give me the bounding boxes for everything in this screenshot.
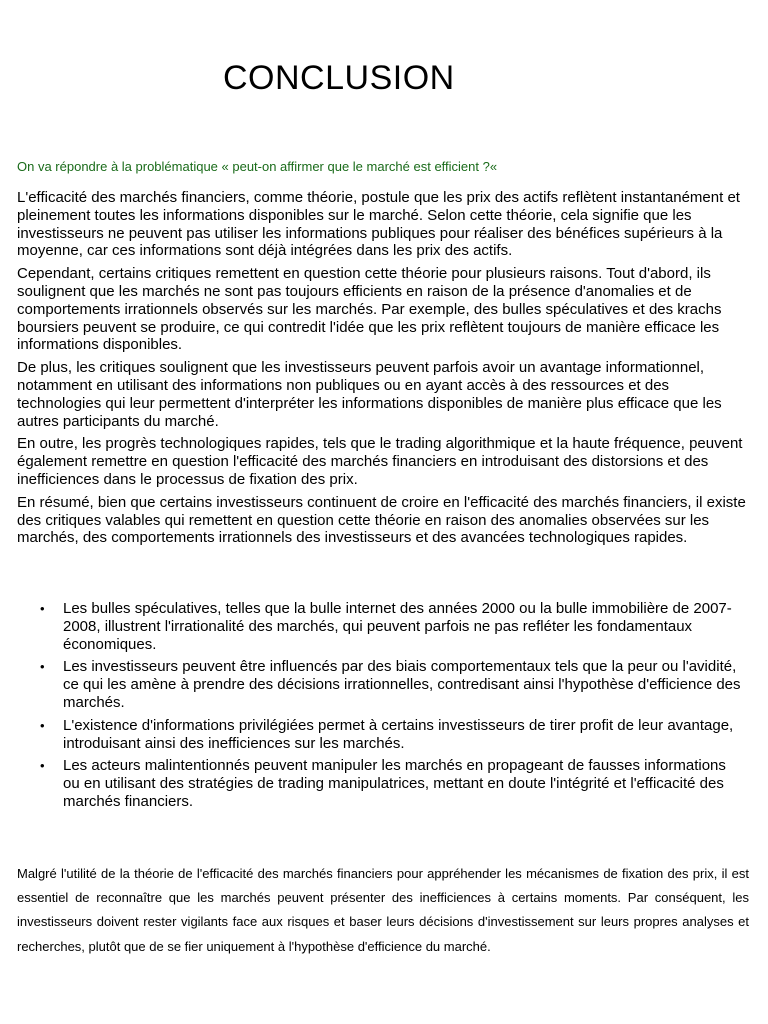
list-item (0, 600, 743, 653)
page-title: CONCLUSION (223, 59, 455, 97)
bullet-icon: • (40, 758, 45, 774)
final-paragraph: Malgré l'utilité de la théorie de l'efficacité des marchés financiers pour appréhender les mécanismes de fixation des prix, il est essentiel de reconnaître que les marchés peuvent présenter des inefficiences à certains moments. Par conséquent, les investisseurs doivent rester vigilants face aux risques et baser leurs décisions d'investissement sur leurs propres analyses et recherches, plutôt que de se fier uniquement à l'hypothèse d'efficience du marché. (17, 866, 749, 954)
bullet-icon: • (40, 601, 45, 616)
list-item-text: Les bulles spéculatives, telles que la bulle internet des années 2000 ou la bulle immobilière de 2007-2008, illustrent l'irrationalité des marchés, qui peuvent parfois ne pas refléter les fondamentaux économiques. (63, 600, 732, 653)
list-item (0, 658, 743, 711)
paragraph: L'efficacité des marchés financiers, comme théorie, postule que les prix des actifs reflètent instantanément et pleinement toutes les informations disponibles sur le marché. Selon cette théorie, cela signifie que les investisseurs ne peuvent pas utiliser les informations publiques pour réaliser des bénéfices supérieurs à la moyenne, car ces informations sont déjà intégrées dans les prix des actifs. (17, 189, 740, 260)
body-text (17, 189, 752, 552)
list-item (0, 757, 743, 810)
paragraph: Cependant, certains critiques remettent en question cette théorie pour plusieurs raisons. Tout d'abord, ils soulignent que les marchés ne sont pas toujours efficients en raison de la présence d'anomalies et de comportements irrationnels observés sur les marchés. Par exemple, des bulles spéculatives et des krachs boursiers peuvent se produire, ce qui contredit l'idée que les prix reflètent toujours de manière efficace les informations disponibles. (17, 265, 722, 354)
paragraph: De plus, les critiques soulignent que les investisseurs peuvent parfois avoir un avantage informationnel, notamment en utilisant des informations non publiques ou en ayant accès à des ressources et des technologies qui leur permettent d'interpréter les informations disponibles de manière plus efficace que les autres participants du marché. (17, 359, 722, 430)
bullet-list (0, 600, 768, 816)
problem-statement: On va répondre à la problématique « peut-on affirmer que le marché est efficient ?« (17, 159, 498, 174)
list-item-text: Les acteurs malintentionnés peuvent manipuler les marchés en propageant de fausses informations ou en utilisant des stratégies de trading manipulatrices, mettant en doute l'intégrité et l'efficacité des marchés financiers. (63, 757, 726, 810)
list-item-text: Les investisseurs peuvent être influencés par des biais comportementaux tels que la peur ou l'avidité, ce qui les amène à prendre des décisions irrationnelles, contredisant ainsi l'hypothèse d'efficience des marchés. (63, 658, 741, 711)
list-item (0, 717, 743, 753)
list-item-text: L'existence d'informations privilégiées permet à certains investisseurs de tirer profit de leur avantage, introduisant ainsi des inefficiences sur les marchés. (63, 716, 734, 752)
bullet-icon: • (40, 717, 45, 733)
paragraph: En outre, les progrès technologiques rapides, tels que le trading algorithmique et la haute fréquence, peuvent également remettre en question l'efficacité des marchés financiers en introduisant des distorsions et des inefficiences dans le processus de fixation des prix. (17, 435, 743, 488)
paragraph: En résumé, bien que certains investisseurs continuent de croire en l'efficacité des marchés financiers, il existe des critiques valables qui remettent en question cette théorie en raison des anomalies observées sur les marchés, des comportements irrationnels des investisseurs et des avancées technologiques rapides. (17, 493, 746, 547)
bullet-icon: • (40, 659, 45, 675)
